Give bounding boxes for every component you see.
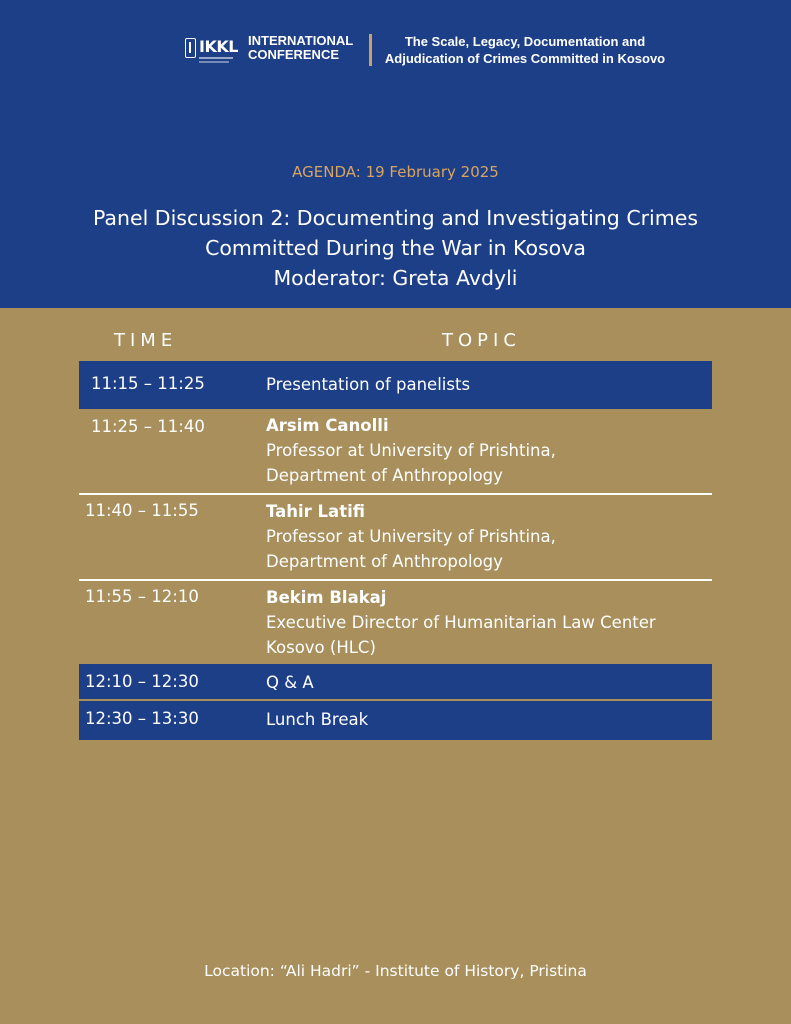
speaker-role: Executive Director of Humanitarian Law Center [266, 613, 656, 632]
row-time: 11:55 – 12:10 [85, 587, 199, 606]
speaker-role: Professor at University of Prishtina, [266, 527, 556, 546]
panel-title-line: Committed During the War in Kosova [205, 236, 586, 260]
row-time: 12:30 – 13:30 [85, 709, 199, 728]
agenda-row [79, 701, 712, 740]
conference-title-line: The Scale, Legacy, Documentation and [404, 34, 646, 49]
row-topic [266, 585, 656, 660]
logo-text: IKKL [199, 37, 238, 56]
conference-label-line: CONFERENCE [248, 47, 340, 62]
header-divider [369, 34, 372, 66]
time-column-header: TIME [114, 330, 178, 351]
agenda-row [79, 361, 712, 409]
row-topic [266, 413, 556, 488]
row-time: 11:40 – 11:55 [85, 501, 199, 520]
row-time: 11:25 – 11:40 [91, 417, 205, 436]
agenda-row [79, 581, 712, 664]
logo-mark-icon [185, 38, 196, 58]
agenda-row [79, 495, 712, 581]
moderator-line: Moderator: Greta Avdyli [273, 266, 518, 290]
row-time: 11:15 – 11:25 [91, 374, 205, 393]
speaker-role: Department of Anthropology [266, 466, 503, 485]
conference-title [380, 33, 670, 67]
agenda-date: AGENDA: 19 February 2025 [292, 163, 499, 181]
row-time: 12:10 – 12:30 [85, 672, 199, 691]
speaker-role: Professor at University of Prishtina, [266, 441, 556, 460]
row-topic: Q & A [266, 673, 314, 692]
logo-subtext-line [199, 57, 233, 59]
header-band [0, 0, 791, 308]
location-text: Location: “Ali Hadri” - Institute of History, Pristina [204, 962, 587, 980]
row-topic: Presentation of panelists [266, 375, 471, 394]
speaker-name: Arsim Canolli [266, 416, 389, 435]
conference-label-line: INTERNATIONAL [248, 33, 354, 48]
panel-title [0, 203, 791, 293]
logo-subtext-line [199, 61, 229, 63]
row-topic [266, 499, 556, 574]
topic-column-header: TOPIC [442, 330, 521, 351]
speaker-role: Kosovo (HLC) [266, 638, 376, 657]
speaker-name: Tahir Latifi [266, 502, 365, 521]
conference-title-line: Adjudication of Crimes Committed in Kosovo [384, 51, 666, 66]
ikkl-logo [185, 36, 238, 68]
agenda-row [79, 409, 712, 495]
speaker-role: Department of Anthropology [266, 552, 503, 571]
agenda-row [79, 664, 712, 699]
speaker-name: Bekim Blakaj [266, 588, 387, 607]
panel-title-line: Panel Discussion 2: Documenting and Investigating Crimes [92, 206, 699, 230]
conference-label [248, 34, 353, 62]
row-topic: Lunch Break [266, 710, 369, 729]
